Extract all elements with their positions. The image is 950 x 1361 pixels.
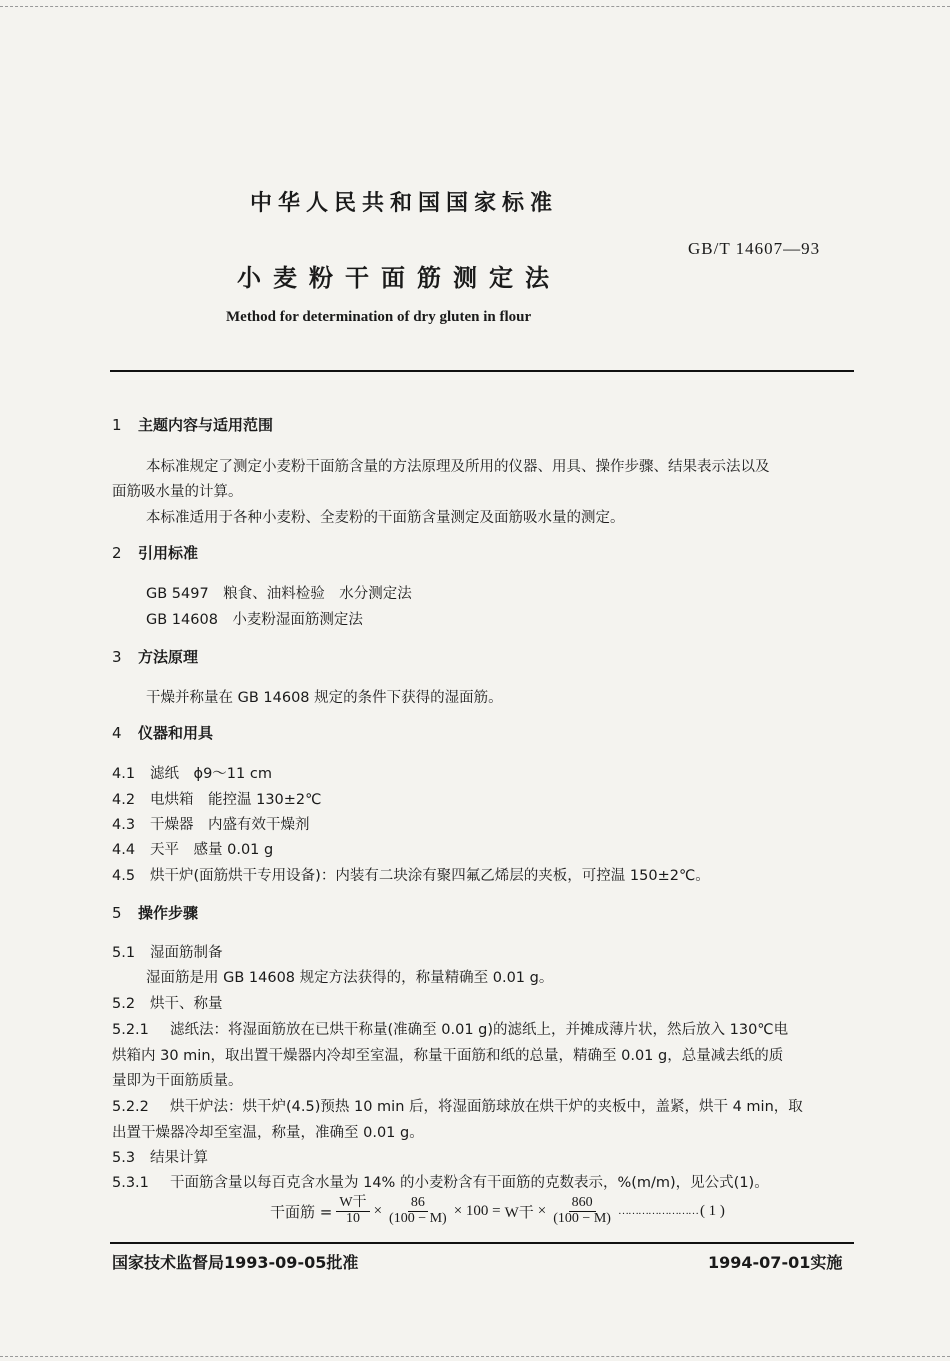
equipment-item xyxy=(112,864,710,885)
equipment-item xyxy=(112,788,321,809)
subsection-5-2 xyxy=(112,992,223,1013)
fraction-860 xyxy=(550,1196,614,1226)
subsection-5-3-1 xyxy=(112,1171,769,1192)
section-number: 4 xyxy=(112,724,122,742)
item-number: 4.2 xyxy=(112,792,136,808)
subsection-5-3 xyxy=(112,1146,208,1167)
item-number: 4.5 xyxy=(112,868,136,884)
title-english: Method for determination of dry gluten in flour xyxy=(226,309,532,325)
item-text: 电烘箱 能控温 130±2℃ xyxy=(150,792,322,808)
item-number: 4.1 xyxy=(112,766,136,782)
item-number: 5.2.1 xyxy=(112,1022,149,1038)
paragraph: 干燥并称量在 GB 14608 规定的条件下获得的湿面筋。 xyxy=(146,690,503,706)
numerator: W干 xyxy=(336,1196,369,1212)
formula-1 xyxy=(270,1196,725,1226)
section-number: 2 xyxy=(112,544,122,562)
paragraph: 本标准适用于各种小麦粉、全麦粉的干面筋含量测定及面筋吸水量的测定。 xyxy=(146,510,625,526)
item-text: 滤纸法：将湿面筋放在已烘干称量(准确至 0.01 g)的滤纸上，并摊成薄片状，然后放入 130℃电 xyxy=(170,1022,789,1038)
scan-top-edge xyxy=(0,6,950,7)
paragraph: 量即为干面筋质量。 xyxy=(112,1073,243,1089)
paragraph: 湿面筋是用 GB 14608 规定方法获得的，称量精确至 0.01 g。 xyxy=(146,970,554,986)
reference-item: GB 14608 小麦粉湿面筋测定法 xyxy=(146,612,363,628)
equipment-item xyxy=(112,762,272,783)
title-chinese: 小麦粉干面筋测定法 xyxy=(237,264,561,292)
item-text: 滤纸 ϕ9～11 cm xyxy=(150,766,272,782)
item-number: 5.3 xyxy=(112,1150,136,1166)
item-text: 结果计算 xyxy=(150,1150,208,1166)
numerator: 86 xyxy=(408,1196,428,1212)
numerator: 860 xyxy=(569,1196,596,1212)
section-1-heading xyxy=(112,414,273,435)
item-text: 烘干炉(面筋烘干专用设备)：内装有二块涂有聚四氟乙烯层的夹板，可控温 150±2℃。 xyxy=(150,868,710,884)
section-3-heading xyxy=(112,646,198,667)
section-title: 引用标准 xyxy=(138,544,199,562)
section-title: 主题内容与适用范围 xyxy=(138,416,274,434)
footer-rule xyxy=(110,1242,854,1244)
item-text: 湿面筋制备 xyxy=(150,945,223,961)
leader-dots: …………………… xyxy=(617,1205,698,1218)
section-title: 操作步骤 xyxy=(138,904,199,922)
item-text: 干面筋含量以每百克含水量为 14% 的小麦粉含有干面筋的克数表示，%(m/m)，见公式(1)。 xyxy=(170,1175,769,1191)
scan-bottom-edge xyxy=(0,1356,950,1357)
header-rule xyxy=(110,370,854,372)
denominator: (100 − M) xyxy=(553,1210,611,1226)
section-title: 方法原理 xyxy=(138,648,199,666)
section-number: 3 xyxy=(112,648,122,666)
item-number: 4.4 xyxy=(112,842,136,858)
item-number: 5.3.1 xyxy=(112,1175,149,1191)
times-100-equals: × 100 = xyxy=(453,1202,501,1219)
times-sign: × xyxy=(537,1202,547,1219)
section-5-heading xyxy=(112,902,198,923)
denominator: (100 − M) xyxy=(389,1210,447,1226)
denominator: 10 xyxy=(345,1210,360,1226)
item-number: 4.3 xyxy=(112,817,136,833)
item-number: 5.1 xyxy=(112,945,136,961)
times-sign: × xyxy=(373,1202,383,1219)
item-text: 干燥器 内盛有效干燥剂 xyxy=(150,817,310,833)
approval-line: 国家技术监督局1993-09-05批准 xyxy=(112,1253,359,1272)
standard-number: GB/T 14607—93 xyxy=(688,239,821,258)
fraction-86 xyxy=(386,1196,450,1226)
paragraph: 出置干燥器冷却至室温，称量，准确至 0.01 g。 xyxy=(112,1125,424,1141)
subsection-5-1 xyxy=(112,941,223,962)
equipment-item xyxy=(112,838,273,859)
section-title: 仪器和用具 xyxy=(138,724,214,742)
subsection-5-2-1 xyxy=(112,1018,788,1039)
w-dry-term: W干 xyxy=(504,1204,534,1221)
item-text: 天平 感量 0.01 g xyxy=(150,842,274,858)
section-number: 1 xyxy=(112,416,122,434)
section-4-heading xyxy=(112,722,213,743)
subsection-5-2-2 xyxy=(112,1095,803,1116)
item-text: 烘干炉法：烘干炉(4.5)预热 10 min 后，将湿面筋球放在烘干炉的夹板中，盖紧，烘干 4 min，取 xyxy=(170,1099,803,1115)
item-number: 5.2.2 xyxy=(112,1099,149,1115)
fraction-wdry-over-10 xyxy=(336,1196,369,1226)
paragraph: 本标准规定了测定小麦粉干面筋含量的方法原理及所用的仪器、用具、操作步骤、结果表示法以及 xyxy=(146,459,770,475)
effective-date: 1994-07-01实施 xyxy=(708,1253,843,1272)
section-number: 5 xyxy=(112,904,122,922)
item-text: 烘干、称量 xyxy=(150,996,223,1012)
item-number: 5.2 xyxy=(112,996,136,1012)
formula-lhs: 干面筋 = xyxy=(270,1202,333,1221)
national-standard-heading: 中华人民共和国国家标准 xyxy=(250,191,559,216)
section-2-heading xyxy=(112,542,198,563)
paragraph: 面筋吸水量的计算。 xyxy=(112,484,243,500)
equation-number: ( 1 ) xyxy=(699,1202,725,1219)
reference-item: GB 5497 粮食、油料检验 水分测定法 xyxy=(146,586,412,602)
equipment-item xyxy=(112,813,310,834)
paragraph: 烘箱内 30 min，取出置干燥器内冷却至室温，称量干面筋和纸的总量，精确至 0.01 g，总量减去纸的质 xyxy=(112,1048,784,1064)
